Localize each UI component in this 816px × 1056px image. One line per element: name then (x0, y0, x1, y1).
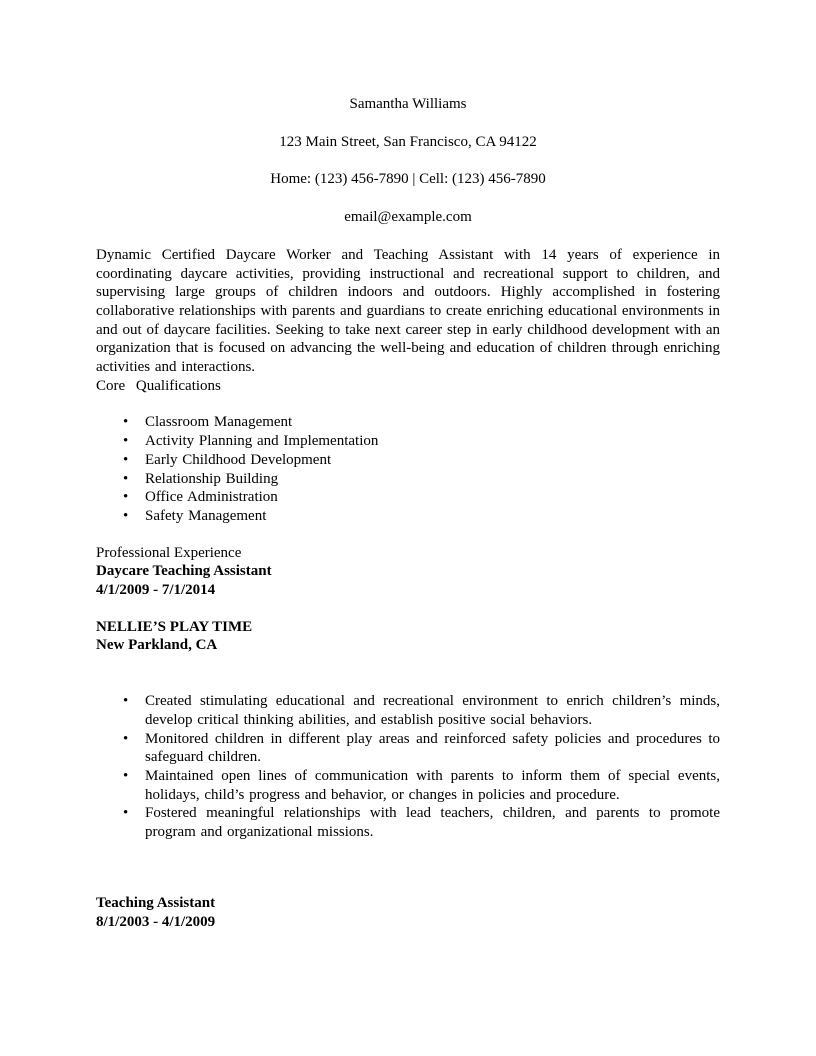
job-duties-list (96, 692, 720, 842)
job-duty-item: • Created stimulating educational and recreational environment to enrich children’s minds, develop critical thinking abilities, and establish positive social behaviors. (96, 692, 720, 729)
qualification-item: • Classroom Management (96, 413, 720, 432)
core-qualifications-list (96, 413, 720, 525)
core-qualifications-heading: Core Qualifications (96, 377, 221, 394)
job-dates: 8/1/2003 - 4/1/2009 (96, 913, 216, 930)
job-company: NELLIE’S PLAY TIME (96, 618, 253, 635)
contact-email: email@example.com (344, 209, 472, 226)
qualification-item: • Activity Planning and Implementation (96, 432, 720, 451)
qualification-item: • Office Administration (96, 488, 720, 507)
contact-phone: Home: (123) 456-7890 | Cell: (123) 456-7890 (270, 171, 546, 188)
job-duty-item: • Monitored children in different play areas and reinforced safety policies and procedures to safeguard children. (96, 730, 720, 767)
contact-address: 123 Main Street, San Francisco, CA 94122 (279, 133, 537, 150)
contact-name: Samantha Williams (349, 96, 467, 112)
qualification-item: • Early Childhood Development (96, 451, 720, 470)
job-location: New Parkland, CA (96, 637, 218, 654)
job-title: Teaching Assistant (96, 894, 216, 911)
professional-experience-heading: Professional Experience (96, 544, 242, 561)
qualification-item: • Relationship Building (96, 470, 720, 489)
job-dates: 4/1/2009 - 7/1/2014 (96, 582, 216, 599)
job-title: Daycare Teaching Assistant (96, 563, 272, 580)
job-duty-item: • Fostered meaningful relationships with lead teachers, children, and parents to promote program and organizational missions. (96, 804, 720, 841)
qualification-item: • Safety Management (96, 507, 720, 526)
job-duty-item: • Maintained open lines of communication with parents to inform them of special events, holidays, child’s progress and behavior, or changes in policies and procedure. (96, 767, 720, 804)
summary-paragraph: Dynamic Certified Daycare Worker and Teaching Assistant with 14 years of experience in coordinating daycare activities, providing instructional and recreational support to children, and supervising large groups of children indoors and outdoors. Highly accomplished in fostering collaborative relationships with parents and guardians to create enriching educational environments in and out of daycare facilities. Seeking to take next career step in early childhood development with an organization that is focused on advancing the well-being and education of children through enriching activities and interactions. (96, 246, 720, 376)
